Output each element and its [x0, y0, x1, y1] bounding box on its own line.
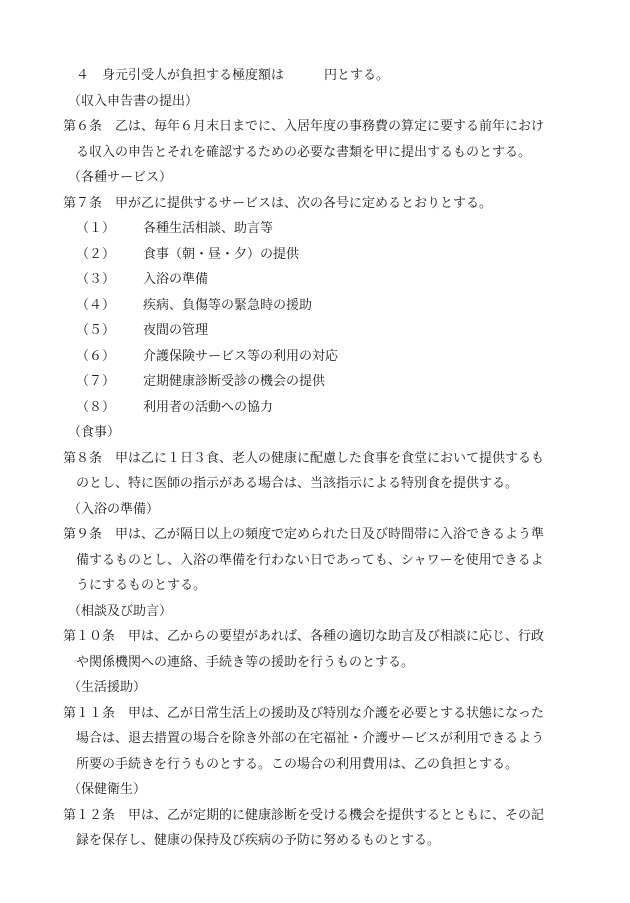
paragraph-number: ４ [76, 68, 90, 83]
item-number: （７） [76, 374, 116, 389]
article-11-line-2: 場合は、退去措置の場合を除き外部の在宅福祉・介護サービスが利用できるよう [76, 731, 545, 746]
paragraph-text-end: 円とする。 [324, 68, 390, 83]
article-6-line-2: る収入の申告とそれを確認するための必要な書類を甲に提出するものとする。 [76, 144, 532, 160]
article-9-line-3: うにするものとする。 [76, 578, 207, 593]
article-8-line-2: のとし、特に医師の指示がある場合は、当該指示による特別食を提供する。 [76, 476, 519, 491]
service-item [63, 267, 590, 293]
item-number: （２） [76, 246, 116, 262]
item-text: 定期健康診断受診の機会の提供 [143, 374, 326, 389]
service-item [63, 318, 590, 344]
article-12-line-2: 録を保存し、健康の保持及び疾病の予防に努めるものとする。 [76, 833, 441, 848]
article-12-line-1: 第１２条 甲は、乙が定期的に健康診断を受ける機会を提供するとともに、その記 [63, 807, 545, 823]
heading-services: （各種サービス） [68, 170, 173, 185]
service-item [63, 293, 590, 319]
article-10-line-1: 第１０条 甲は、乙からの要望があれば、各種の適切な助言及び相談に応じ、行政 [63, 629, 545, 644]
heading-consult: （相談及び助言） [68, 603, 173, 619]
article-9-line-2: 備するものとし、入浴の準備を行わない日であっても、シャワーを使用できるよ [76, 552, 544, 568]
article-8-line-1: 第８条 甲は乙に１日３食、老人の健康に配慮した食事を食堂において提供するも [63, 450, 545, 466]
heading-health: （保健衛生） [68, 782, 147, 797]
service-item [63, 242, 590, 268]
article-7-lead: 第７条 甲が乙に提供するサービスは、次の各号に定めるとおりとする。 [63, 195, 493, 211]
item-text: 夜間の管理 [143, 323, 209, 338]
article-10-line-2: や関係機関への連絡、手続き等の援助を行うものとする。 [76, 654, 415, 670]
item-text: 利用者の活動への協力 [143, 399, 274, 415]
item-number: （３） [76, 272, 116, 287]
heading-life-support: （生活援助） [68, 680, 147, 695]
item-number: （８） [76, 399, 116, 415]
item-number: （６） [76, 348, 116, 364]
item-text: 入浴の準備 [143, 272, 209, 287]
paragraph-4 [63, 63, 590, 89]
service-item [63, 344, 590, 370]
heading-meals: （食事） [68, 425, 121, 440]
service-item [63, 216, 590, 242]
item-text: 各種生活相談、助言等 [143, 221, 274, 236]
article-11-line-1: 第１１条 甲は、乙が日常生活上の援助及び特別な介護を必要とする状態になった [63, 705, 545, 721]
service-item [63, 369, 590, 395]
item-text: 疾病、負傷等の緊急時の援助 [143, 297, 313, 313]
service-item [63, 395, 590, 421]
item-number: （４） [76, 297, 116, 313]
heading-income: （収入申告書の提出） [68, 93, 199, 109]
paragraph-text: 身元引受人が負担する極度額は [102, 68, 285, 83]
heading-bath: （入浴の準備） [68, 501, 160, 517]
item-number: （５） [76, 323, 116, 338]
article-11-line-3: 所要の手続きを行うものとする。この場合の利用費用は、乙の負担とする。 [76, 756, 519, 772]
item-text: 介護保険サービス等の利用の対応 [143, 348, 339, 364]
article-6-line-1: 第６条 乙は、毎年６月末日までに、入居年度の事務費の算定に要する前年におけ [63, 119, 545, 134]
item-number: （１） [76, 221, 116, 236]
item-text: 食事（朝・昼・夕）の提供 [143, 246, 300, 262]
article-9-line-1: 第９条 甲は、乙が隔日以上の頻度で定められた日及び時間帯に入浴できるよう準 [63, 527, 545, 542]
